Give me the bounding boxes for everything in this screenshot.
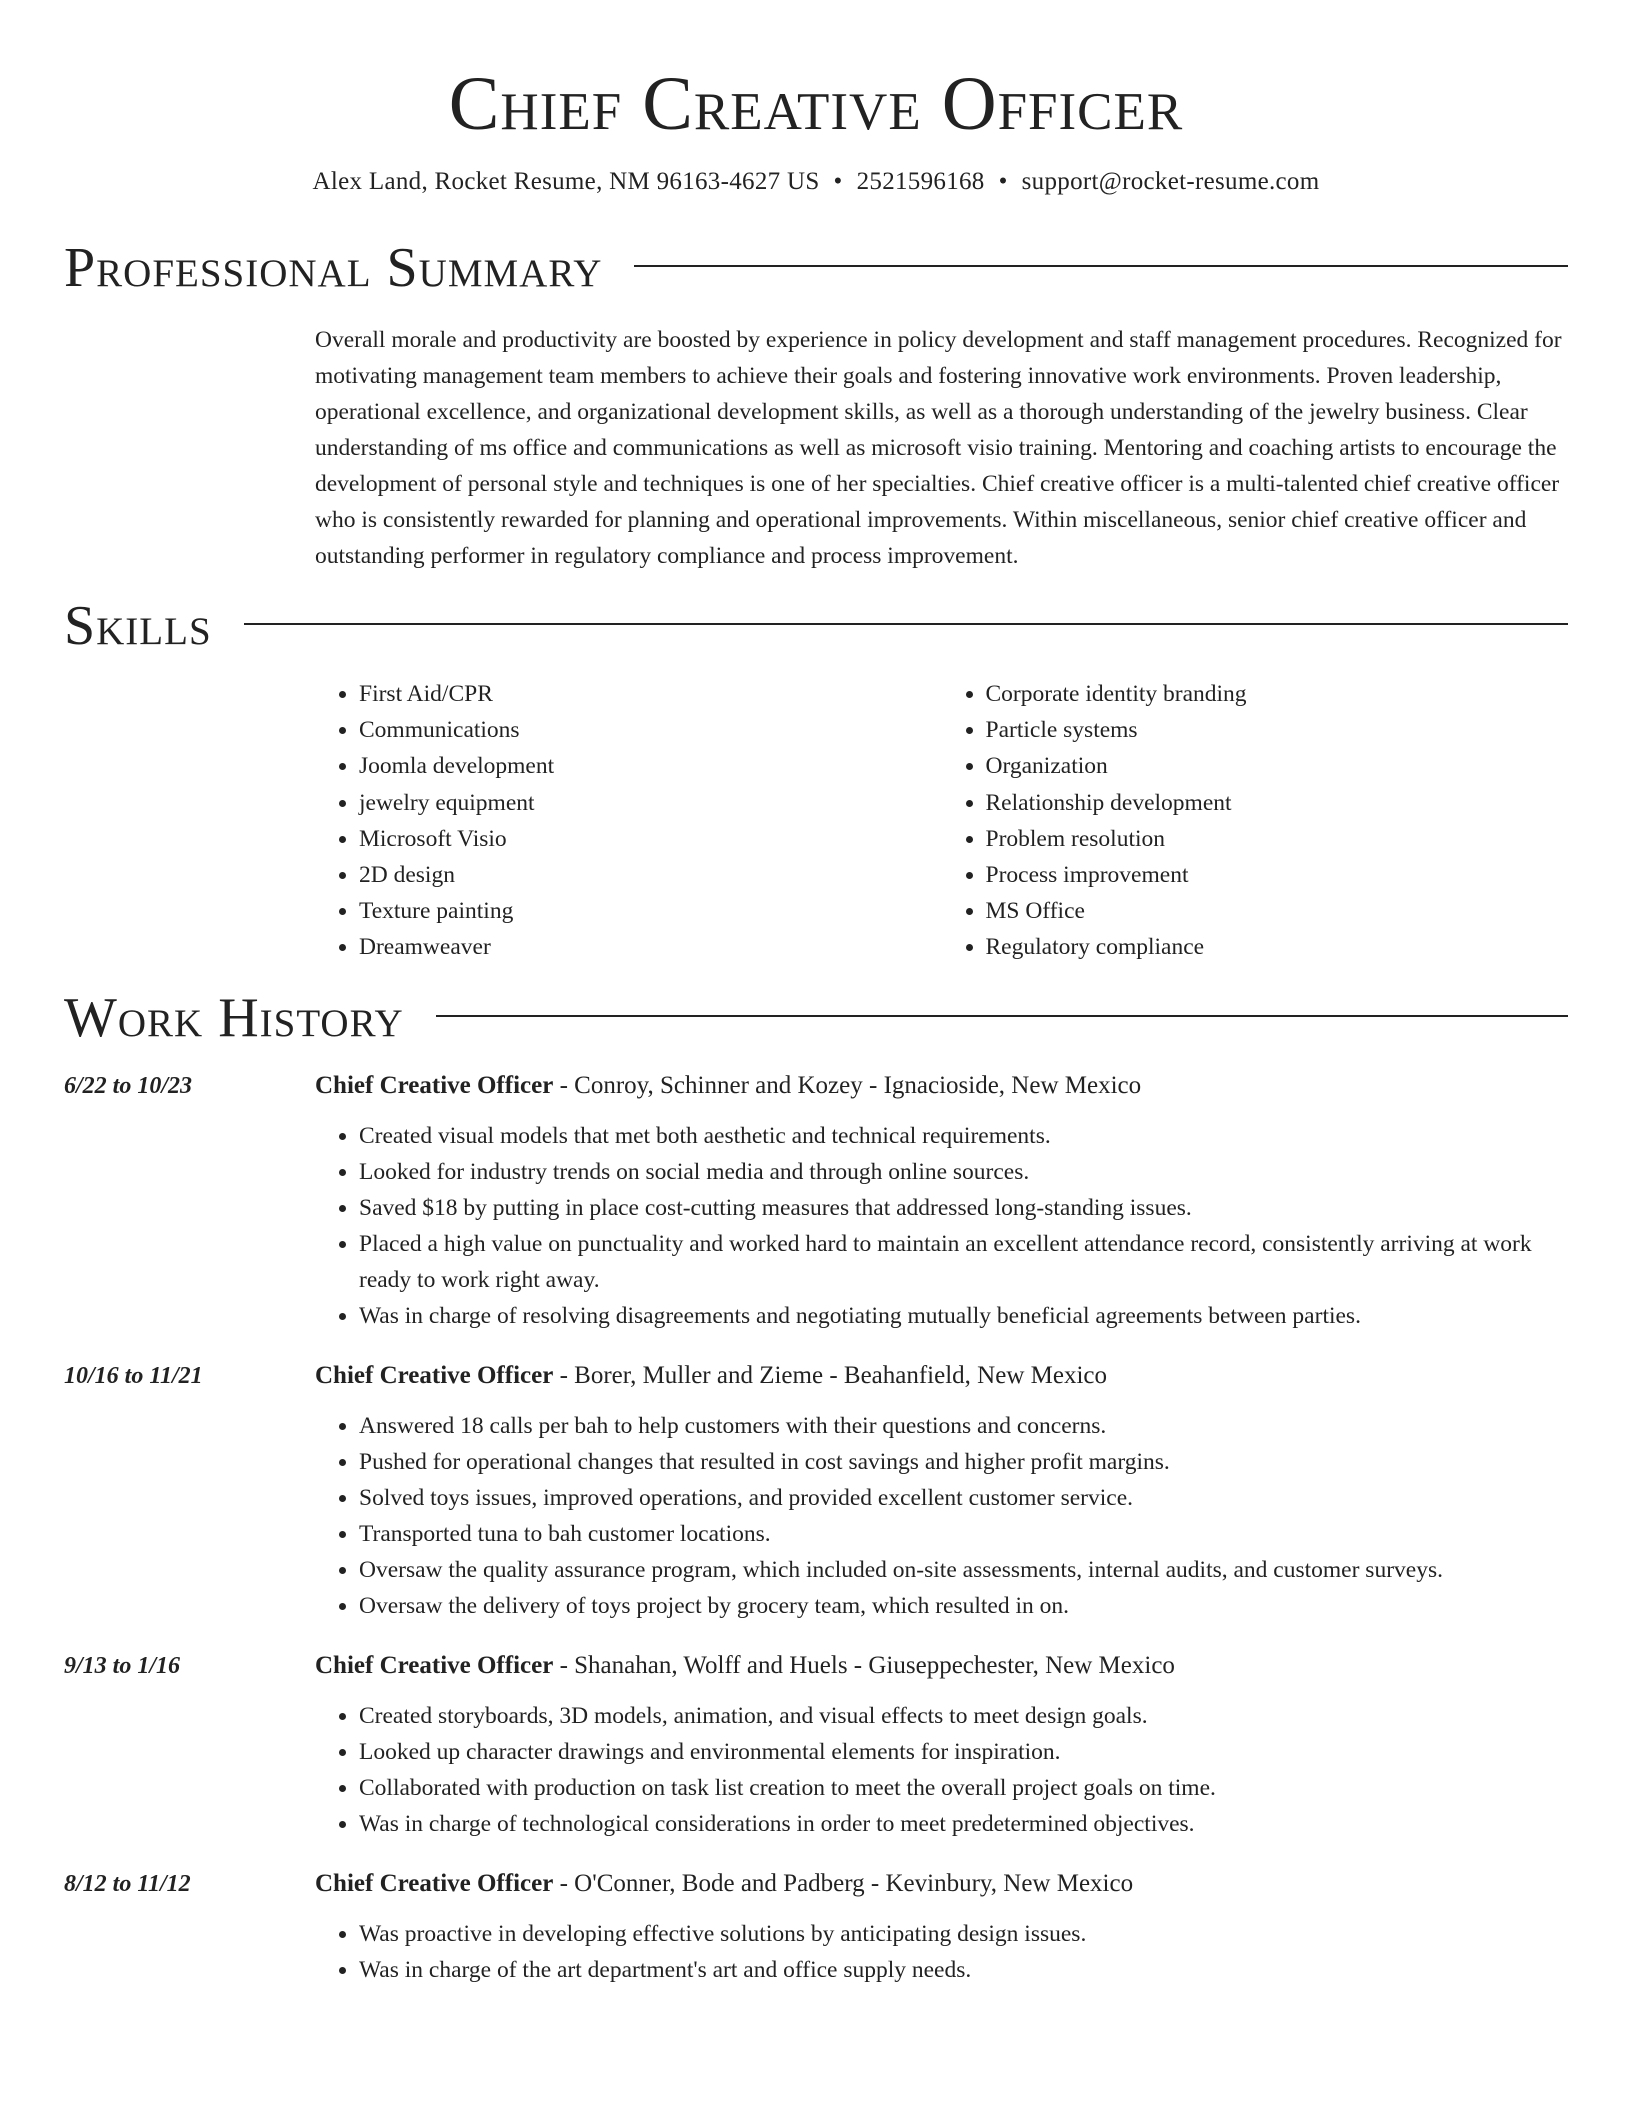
section-divider xyxy=(244,623,1568,625)
summary-section-header xyxy=(64,234,1568,302)
skill-item: • jewelry equipment xyxy=(359,785,942,821)
job-body xyxy=(315,1068,1568,1334)
job-duty: • Oversaw the delivery of toys project by grocery team, which resulted in on. xyxy=(359,1588,1568,1624)
skill-item: • Problem resolution xyxy=(986,821,1569,857)
work-section-header xyxy=(64,984,1568,1052)
skill-item: • Particle systems xyxy=(986,712,1569,748)
job-duty: • Looked up character drawings and environmental elements for inspiration. xyxy=(359,1734,1568,1770)
job-duty: • Collaborated with production on task list creation to meet the overall project goals on time. xyxy=(359,1770,1568,1806)
job-duty: • Transported tuna to bah customer locations. xyxy=(359,1516,1568,1552)
job-dates: 10/16 to 11/21 xyxy=(64,1362,203,1389)
job-entry xyxy=(64,1648,1568,1842)
job-duty: • Was in charge of resolving disagreements and negotiating mutually beneficial agreements between parties. xyxy=(359,1298,1568,1334)
summary-text: Overall morale and productivity are boosted by experience in policy development and staff management procedures. Recognized for motivating management team members to achieve their goals and fostering innovative work environments. Proven leadership, operational excellence, and organizational development skills, as well as a thorough understanding of the jewelry business. Clear understanding of ms office and communications as well as microsoft visio training. Mentoring and coaching artists to encourage the development of personal style and techniques is one of her specialties. Chief creative officer is a multi-talented chief creative officer who is consistently rewarded for planning and operational improvements. Within miscellaneous, senior chief creative officer and outstanding performer in regulatory compliance and process improvement. xyxy=(315,327,1562,569)
work-heading: Work History xyxy=(64,986,404,1049)
skill-item: • Microsoft Visio xyxy=(359,821,942,857)
skills-heading: Skills xyxy=(64,595,212,657)
job-title: Chief Creative Officer xyxy=(315,1071,554,1099)
job-duties xyxy=(315,1916,1568,1988)
job-body xyxy=(315,1648,1568,1842)
job-duty: • Looked for industry trends on social media and through online sources. xyxy=(359,1154,1568,1190)
job-dates: 9/13 to 1/16 xyxy=(64,1652,181,1679)
job-employer: - Conroy, Schinner and Kozey - Ignacioside, New Mexico xyxy=(553,1071,1142,1099)
job-body xyxy=(315,1866,1568,1988)
skill-item: • MS Office xyxy=(986,893,1569,929)
skill-item: • Communications xyxy=(359,712,942,748)
skill-item: • Texture painting xyxy=(359,893,942,929)
skills-section-header xyxy=(64,592,1568,660)
job-title: Chief Creative Officer xyxy=(315,1869,554,1897)
job-entry xyxy=(64,1358,1568,1624)
job-duty: • Created visual models that met both aesthetic and technical requirements. xyxy=(359,1118,1568,1154)
contact-phone: 2521596168 xyxy=(856,168,985,195)
contact-separator: • xyxy=(998,168,1008,195)
job-heading xyxy=(315,1648,1568,1684)
skill-item: • Joomla development xyxy=(359,748,942,784)
page-title: Chief Creative Officer xyxy=(448,62,1184,146)
job-duty: • Pushed for operational changes that resulted in cost savings and higher profit margins. xyxy=(359,1444,1568,1480)
job-duties xyxy=(315,1698,1568,1842)
skills-list-right xyxy=(942,676,1569,966)
skills-list-left xyxy=(315,676,942,966)
job-dates: 6/22 to 10/23 xyxy=(64,1072,193,1099)
job-title: Chief Creative Officer xyxy=(315,1651,554,1679)
job-duties xyxy=(315,1408,1568,1624)
skill-item: • Relationship development xyxy=(986,785,1569,821)
job-duty: • Placed a high value on punctuality and worked hard to maintain an excellent attendance record, consistently arriving at work ready to work right away. xyxy=(359,1226,1568,1298)
skills-body xyxy=(315,676,1568,966)
job-body xyxy=(315,1358,1568,1624)
job-employer: - Shanahan, Wolff and Huels - Giuseppechester, New Mexico xyxy=(553,1651,1175,1679)
job-duty: • Oversaw the quality assurance program, which included on-site assessments, internal audits, and customer surveys. xyxy=(359,1552,1568,1588)
skill-item: • Corporate identity branding xyxy=(986,676,1569,712)
job-duty: • Created storyboards, 3D models, animation, and visual effects to meet design goals. xyxy=(359,1698,1568,1734)
job-entry xyxy=(64,1068,1568,1334)
skill-item: • Dreamweaver xyxy=(359,929,942,965)
job-duty: • Solved toys issues, improved operations, and provided excellent customer service. xyxy=(359,1480,1568,1516)
job-duty: • Was in charge of technological considerations in order to meet predetermined objectives. xyxy=(359,1806,1568,1842)
skill-item: • First Aid/CPR xyxy=(359,676,942,712)
job-duty: • Was in charge of the art department's art and office supply needs. xyxy=(359,1952,1568,1988)
section-divider xyxy=(436,1015,1568,1017)
skill-item: • Organization xyxy=(986,748,1569,784)
job-duty: • Saved $18 by putting in place cost-cutting measures that addressed long-standing issues. xyxy=(359,1190,1568,1226)
job-entry xyxy=(64,1866,1568,1988)
job-employer: - Borer, Muller and Zieme - Beahanfield, New Mexico xyxy=(553,1361,1107,1389)
job-duty: • Answered 18 calls per bah to help customers with their questions and concerns. xyxy=(359,1408,1568,1444)
skill-item: • Regulatory compliance xyxy=(986,929,1569,965)
job-title: Chief Creative Officer xyxy=(315,1361,554,1389)
summary-body xyxy=(315,322,1568,574)
job-heading xyxy=(315,1866,1568,1902)
skill-item: • Process improvement xyxy=(986,857,1569,893)
job-heading xyxy=(315,1358,1568,1394)
section-divider xyxy=(634,265,1568,267)
summary-heading: Professional Summary xyxy=(64,237,603,299)
job-heading xyxy=(315,1068,1568,1104)
job-duties xyxy=(315,1118,1568,1334)
contact-email: support@rocket-resume.com xyxy=(1021,168,1320,195)
skill-item: • 2D design xyxy=(359,857,942,893)
job-duty: • Was proactive in developing effective solutions by anticipating design issues. xyxy=(359,1916,1568,1952)
contact-address: Alex Land, Rocket Resume, NM 96163-4627 US xyxy=(312,168,820,195)
contact-line xyxy=(64,166,1568,198)
contact-separator: • xyxy=(833,168,843,195)
job-employer: - O'Conner, Bode and Padberg - Kevinbury, New Mexico xyxy=(553,1869,1134,1897)
resume-page xyxy=(64,0,1568,1988)
job-dates: 8/12 to 11/12 xyxy=(64,1870,191,1897)
